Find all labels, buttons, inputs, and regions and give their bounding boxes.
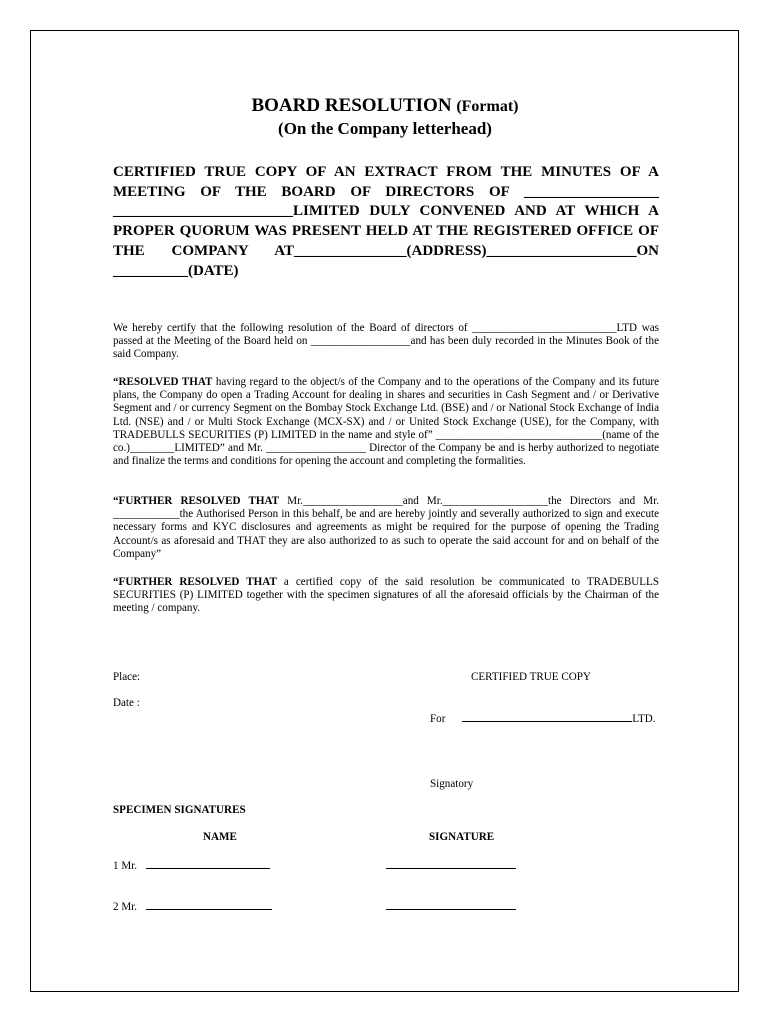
signatory-label: Signatory bbox=[430, 778, 474, 790]
extract-heading: CERTIFIED TRUE COPY OF AN EXTRACT FROM THE MINUTES OF A MEETING OF THE BOARD OF DIRECTORS OF __________________ ________________________LIMITED DULY CONVENED AND AT WHICH A PROPER QUORUM WAS PRESENT HELD AT THE REGISTERED OFFICE OF THE COMPANY AT_______________(ADDRESS)____________________ON __________(DATE) bbox=[113, 164, 659, 279]
further-resolved-lead-2: “FURTHER RESOLVED THAT bbox=[113, 576, 277, 588]
title-main: BOARD RESOLUTION bbox=[251, 95, 452, 116]
certification-paragraph: We hereby certify that the following resolution of the Board of directors of __________________________LTD was passed at the Meeting of the Board held on __________________and has been duly recorded in the Minutes Book of the said Company. bbox=[113, 322, 659, 361]
company-name-blank bbox=[462, 711, 632, 722]
row2-label: 2 Mr. bbox=[113, 901, 138, 913]
ltd-label: LTD. bbox=[632, 713, 656, 725]
further-resolved-lead-1: “FURTHER RESOLVED THAT bbox=[113, 495, 280, 507]
further-resolved-paragraph-1 bbox=[113, 495, 659, 561]
row1-name-blank bbox=[146, 858, 270, 869]
title-suffix: (Format) bbox=[456, 98, 519, 115]
row2-name-blank bbox=[146, 899, 272, 910]
further-resolved-body-1: Mr.__________________and Mr.___________________the Directors and Mr. ____________the Authorised Person in this behalf, be and are hereby jointly and severally authorized to sign and execute necessary forms and KYC disclosures and agreements as might be required for the purpose of opening the Trading Account/s as aforesaid and THAT they are also authorized to as such to operate the said account for and on behalf of the Company” bbox=[113, 495, 660, 560]
row1-signature-blank bbox=[386, 868, 516, 869]
resolved-lead: “RESOLVED THAT bbox=[113, 376, 213, 388]
name-column-header: NAME bbox=[203, 831, 237, 843]
date-label: Date : bbox=[113, 697, 140, 709]
signature-column-header: SIGNATURE bbox=[429, 831, 495, 843]
row2-signature-blank bbox=[386, 909, 516, 910]
further-resolved-body-2: a certified copy of the said resolution be communicated to TRADEBULLS SECURITIES (P) LIMITED together with the specimen signatures of all the aforesaid officials by the Chairman of the meeting / company. bbox=[113, 576, 659, 615]
for-company-line bbox=[430, 711, 656, 726]
document-title bbox=[0, 95, 770, 117]
place-label: Place: bbox=[113, 671, 141, 683]
for-label: For bbox=[430, 713, 446, 725]
resolved-body: having regard to the object/s of the Company and to the operations of the Company and its future plans, the Company do open a Trading Account for dealing in shares and securities in Cash Segment and / or Derivative Segment and / or currency Segment on the Bombay Stock Exchange Ltd. (BSE) and / or National Stock Exchange of India Ltd. (NSE) and / or Multi Stock Exchange (MCX-SX) and / or United Stock Exchange (USE), for the Company, with TRADEBULLS SECURITIES (P) LIMITED in the name and style of” ______________________________(name of the co.)________LIMITED” and Mr. __________________ Director of the Company be and is herby authorized to negotiate and finalize the terms and conditions for opening the account and completing the formalities. bbox=[113, 376, 660, 468]
specimen-signatures-heading: SPECIMEN SIGNATURES bbox=[113, 804, 246, 816]
certified-true-copy-label: CERTIFIED TRUE COPY bbox=[471, 671, 591, 683]
specimen-row-1 bbox=[113, 858, 270, 873]
document-subtitle: (On the Company letterhead) bbox=[278, 119, 492, 138]
specimen-row-2 bbox=[113, 899, 272, 914]
resolved-paragraph bbox=[113, 376, 659, 468]
row1-label: 1 Mr. bbox=[113, 860, 138, 872]
further-resolved-paragraph-2 bbox=[113, 576, 659, 616]
